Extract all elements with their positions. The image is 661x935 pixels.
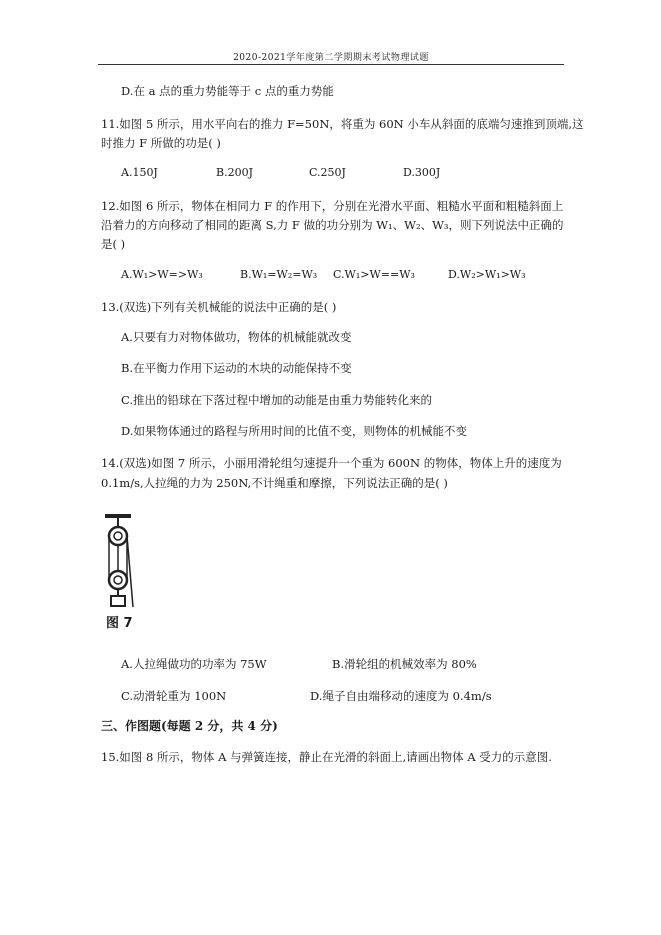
fixed-pulley-inner <box>114 532 122 540</box>
page-header: 2020-2021学年度第二学期期末考试物理试题 <box>233 53 429 63</box>
q12-option-b: B.W₁=W₂=W₃ <box>240 268 318 281</box>
q12-option-a: A.W₁>W=>W₃ <box>121 268 203 281</box>
rope-free-end <box>127 536 133 607</box>
q14-stem-line2: 0.1m/s,人拉绳的力为 250N,不计绳重和摩擦，下列说法正确的是( ) <box>101 476 448 490</box>
q13-option-d: D.如果物体通过的路程与所用时间的比值不变，则物体的机械能不变 <box>121 424 467 438</box>
q11-stem-line2: 时推力 F 所做的功是( ) <box>101 136 221 150</box>
header-rule <box>98 64 564 65</box>
q13-option-b: B.在平衡力作用下运动的木块的动能保持不变 <box>121 361 352 375</box>
fixed-pulley-outer <box>109 527 127 545</box>
figure-7-caption: 图 7 <box>106 616 133 631</box>
movable-pulley-inner <box>114 576 122 584</box>
q11-option-b: B.200J <box>216 166 253 179</box>
q11-stem-line1: 11.如图 5 所示，用水平向右的推力 F=50N，将重为 60N 小车从斜面的底端匀速推到顶端,这 <box>101 117 584 131</box>
load-block <box>111 596 125 606</box>
section-3-title: 三、作图题(每题 2 分，共 4 分) <box>101 719 278 733</box>
q13-option-c: C.推出的铅球在下落过程中增加的动能是由重力势能转化来的 <box>121 393 433 407</box>
q14-option-d: D.绳子自由端移动的速度为 0.4m/s <box>310 689 492 703</box>
movable-pulley-outer <box>109 571 127 589</box>
q12-stem-line1: 12.如图 6 所示，物体在相同力 F 的作用下，分别在光滑水平面、粗糙水平面和粗糙斜面上 <box>101 199 564 213</box>
q15-stem: 15.如图 8 所示，物体 A 与弹簧连接，静止在光滑的斜面上,请画出物体 A 受力的示意图. <box>101 750 552 764</box>
q14-stem-line1: 14.(双选)如图 7 所示，小丽用滑轮组匀速提升一个重为 600N 的物体，物体上升的速度为 <box>101 456 562 470</box>
q14-option-c: C.动滑轮重为 100N <box>121 689 227 703</box>
q13-option-a: A.只要有力对物体做功，物体的机械能就改变 <box>121 330 352 344</box>
q11-option-c: C.250J <box>309 166 346 179</box>
q11-option-a: A.150J <box>121 166 158 179</box>
q10-option-d: D.在 a 点的重力势能等于 c 点的重力势能 <box>121 84 334 98</box>
ceiling-support <box>105 514 131 518</box>
q12-option-d: D.W₂>W₁>W₃ <box>448 268 526 281</box>
q14-option-b: B.滑轮组的机械效率为 80% <box>332 657 477 671</box>
q12-option-c: C.W₁>W==W₃ <box>333 268 415 281</box>
q13-stem: 13.(双选)下列有关机械能的说法中正确的是( ) <box>101 300 337 314</box>
q12-stem-line2: 沿着力的方向移动了相同的距离 S,力 F 做的功分别为 W₁、W₂、W₃，则下列说法中正确的 <box>101 218 564 232</box>
q12-stem-line3: 是( ) <box>101 237 126 251</box>
q11-option-d: D.300J <box>403 166 441 179</box>
q14-option-a: A.人拉绳做功的功率为 75W <box>121 657 267 671</box>
